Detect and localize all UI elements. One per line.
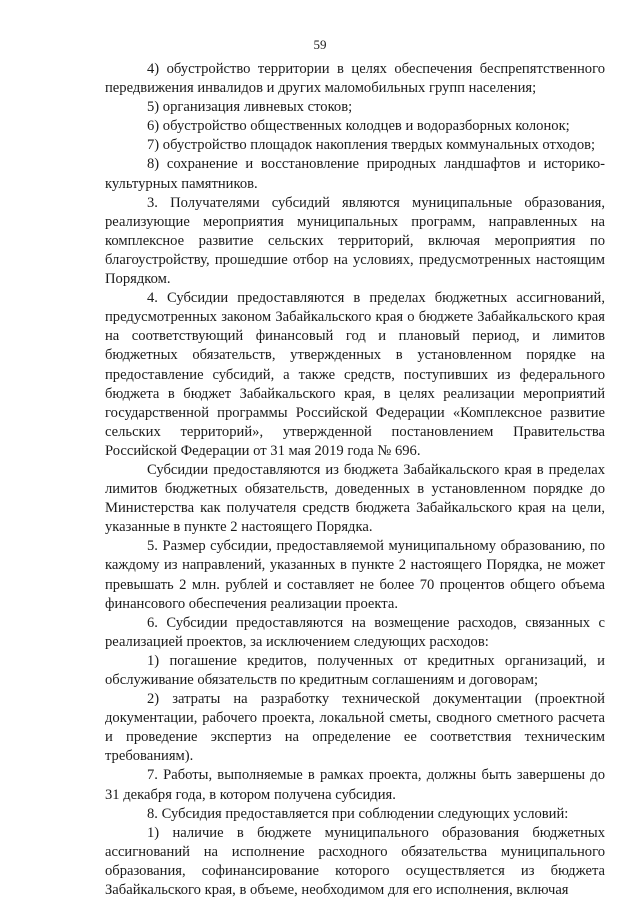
- paragraph-item-7: 7) обустройство площадок накопления твердых коммунальных отходов;: [147, 137, 596, 154]
- paragraph-clause-7: 7. Работы, выполняемые в рамках проекта, должны быть завершены до 31 декабря года, в котором получена субсидия.: [105, 767, 605, 803]
- paragraph-clause-6: 6. Субсидии предоставляются на возмещение расходов, связанных с реализацией проектов, за исключением следующих расходов:: [105, 614, 605, 650]
- paragraph-clause-8: 8. Субсидия предоставляется при соблюдении следующих условий:: [147, 805, 569, 822]
- paragraph-clause-3: 3. Получателями субсидий являются муниципальные образования, реализующие мероприятия муниципальных программ, направленных на комплексное развитие сельских территорий, включая мероприятия по благоустройству, прошедшие отбор на условиях, предусмотренных настоящим Порядком.: [105, 194, 605, 288]
- paragraph-clause-4: 4. Субсидии предоставляются в пределах бюджетных ассигнований, предусмотренных законом Забайкальского края о бюджете Забайкальского края на соответствующий финансовый год и плановый период, и лимитов бюджетных обязательств, утвержденных в установленном порядке на предоставление субсидий, а также средств, поступивших из федерального бюджета в бюджет Забайкальского края, в целях реализации мероприятий государственной программы Российской Федерации «Комплексное развитие сельских территорий», утвержденной постановлением Правительства Российской Федерации от 31 мая 2019 года № 696.: [105, 290, 605, 459]
- paragraph-item-4: 4) обустройство территории в целях обеспечения беспрепятственного передвижения инвалидов и других маломобильных групп населения;: [105, 61, 605, 97]
- paragraph-item-5: 5) организация ливневых стоков;: [147, 99, 353, 116]
- paragraph-clause-6-item-2: 2) затраты на разработку технической документации (проектной документации, рабочего проекта, локальной сметы, сводного сметного расчета и проведение экспертиз на определение ее соответствия техническим требованиям).: [105, 691, 605, 765]
- paragraph-clause-4-continued: Субсидии предоставляются из бюджета Забайкальского края в пределах лимитов бюджетных обязательств, доведенных в установленном порядке до Министерства как получателя средств бюджета Забайкальского края на цели, указанные в пункте 2 настоящего Порядка.: [105, 461, 605, 536]
- paragraph-clause-6-item-1: 1) погашение кредитов, полученных от кредитных организаций, и обслуживание обязательств по кредитным соглашениям и договорам;: [105, 652, 605, 688]
- document-body: [105, 60, 605, 900]
- paragraph-clause-5: 5. Размер субсидии, предоставляемой муниципальному образованию, по каждому из направлений, указанных в пункте 2 настоящего Порядка, не может превышать 2 млн. рублей и составляет не более 70 процентов общего объема финансового обеспечения реализации проекта.: [105, 538, 605, 612]
- page-number: 59: [313, 37, 327, 52]
- paragraph-clause-8-item-1: 1) наличие в бюджете муниципального образования бюджетных ассигнований на исполнение расходного обязательства муниципального образования, софинансирование которого осуществляется из бюджета Забайкальского края, в объеме, необходимом для его исполнения, включая: [105, 824, 605, 899]
- paragraph-item-6: 6) обустройство общественных колодцев и водоразборных колонок;: [147, 118, 570, 135]
- paragraph-item-8: 8) сохранение и восстановление природных ландшафтов и историко-культурных памятников.: [105, 156, 605, 192]
